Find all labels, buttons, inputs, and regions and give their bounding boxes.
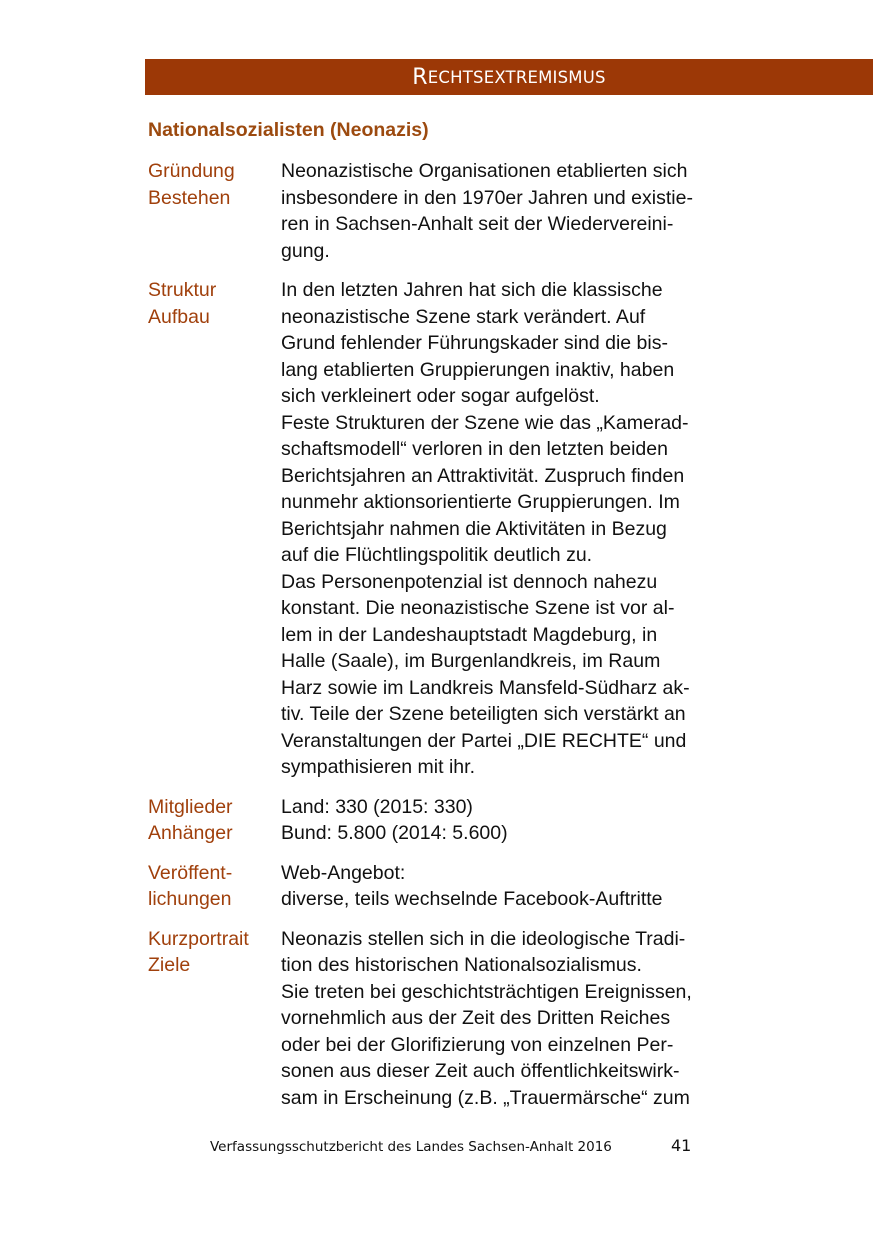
info-row <box>148 926 788 1112</box>
row-content <box>281 794 788 847</box>
info-row <box>148 794 788 847</box>
row-content-line: Berichtsjahren an Attraktivität. Zuspruch finden <box>281 464 685 487</box>
row-content-line: auf die Flüchtlingspolitik deutlich zu. <box>281 544 593 566</box>
page-number: 41 <box>671 1136 692 1155</box>
row-content-line: Grund fehlender Führungskader sind die bis- <box>281 332 668 354</box>
row-label-line: Aufbau <box>148 305 210 328</box>
row-label-line: Kurzportrait <box>148 927 249 950</box>
row-content-line: Berichtsjahr nahmen die Aktivitäten in Bezug <box>281 517 667 540</box>
row-label-line: Veröffent- <box>148 861 233 884</box>
row-content-line: konstant. Die neonazistische Szene ist vor al- <box>281 597 675 619</box>
row-content-line: nunmehr aktionsorientierte Gruppierungen. Im <box>281 491 680 513</box>
row-content-line: Sie treten bei geschichtsträchtigen Ereignissen, <box>281 980 692 1003</box>
row-content-line: schaftsmodell“ verloren in den letzten beiden <box>281 438 668 460</box>
section-title: Nationalsozialisten (Neonazis) <box>148 119 429 141</box>
row-content-line: Land: 330 (2015: 330) <box>281 795 473 818</box>
row-content-line: oder bei der Glorifizierung von einzelnen Per- <box>281 1033 674 1056</box>
info-row <box>148 158 788 264</box>
row-content-line: sich verkleinert oder sogar aufgelöst. <box>281 385 600 407</box>
row-content <box>281 860 788 913</box>
row-content-line: sympathisieren mit ihr. <box>281 756 475 778</box>
row-content <box>281 277 788 781</box>
row-content-line: sam in Erscheinung (z.B. „Trauermärsche“ zum <box>281 1086 690 1109</box>
row-content-line: In den letzten Jahren hat sich die klassische <box>281 279 663 301</box>
row-content-line: Harz sowie im Landkreis Mansfeld-Südharz ak- <box>281 676 690 699</box>
row-content-line: Halle (Saale), im Burgenlandkreis, im Raum <box>281 650 661 672</box>
info-table <box>148 158 788 1124</box>
row-label-line: Bestehen <box>148 186 231 209</box>
info-row <box>148 277 788 781</box>
row-content-line: sonen aus dieser Zeit auch öffentlichkeitswirk- <box>281 1060 680 1082</box>
row-content-line: ren in Sachsen-Anhalt seit der Wiedervereini- <box>281 213 674 235</box>
chapter-banner <box>145 59 873 95</box>
row-content-line: lem in der Landeshauptstadt Magdeburg, in <box>281 623 658 646</box>
row-label-line: Anhänger <box>148 822 233 844</box>
row-content-line: lang etablierten Gruppierungen inaktiv, haben <box>281 358 675 381</box>
row-label-line: lichungen <box>148 888 232 910</box>
banner-initial: R <box>412 64 428 90</box>
row-content <box>281 158 788 264</box>
row-content-line: diverse, teils wechselnde Facebook-Auftritte <box>281 888 663 910</box>
row-content-line: Feste Strukturen der Szene wie das „Kamerad- <box>281 411 689 434</box>
row-label <box>148 158 281 264</box>
row-content-line: neonazistische Szene stark verändert. Auf <box>281 305 646 328</box>
row-label <box>148 794 281 847</box>
row-label-line: Mitglieder <box>148 795 233 818</box>
row-content-line: Bund: 5.800 (2014: 5.600) <box>281 822 508 844</box>
row-content-line: Das Personenpotenzial ist dennoch nahezu <box>281 570 658 593</box>
row-content-line: Veranstaltungen der Partei „DIE RECHTE“ und <box>281 729 687 752</box>
row-content-line: Neonazis stellen sich in die ideologische Tradi- <box>281 927 686 950</box>
info-row <box>148 860 788 913</box>
row-content-line: gung. <box>281 239 330 262</box>
row-label <box>148 926 281 1112</box>
row-label <box>148 860 281 913</box>
footer-text: Verfassungsschutzbericht des Landes Sachsen-Anhalt 2016 <box>210 1139 612 1155</box>
row-content-line: Web-Angebot: <box>281 861 406 884</box>
row-label-line: Ziele <box>148 954 191 976</box>
row-content-line: tion des historischen Nationalsozialismus. <box>281 954 642 976</box>
banner-rest: ECHTSEXTREMISMUS <box>427 67 606 87</box>
row-content-line: tiv. Teile der Szene beteiligten sich verstärkt an <box>281 703 686 725</box>
row-label <box>148 277 281 781</box>
row-content-line: insbesondere in den 1970er Jahren und existie- <box>281 186 693 209</box>
row-content <box>281 926 788 1112</box>
row-content-line: vornehmlich aus der Zeit des Dritten Reiches <box>281 1007 671 1029</box>
row-label-line: Gründung <box>148 160 235 182</box>
row-content-line: Neonazistische Organisationen etablierten sich <box>281 160 688 182</box>
row-label-line: Struktur <box>148 279 217 301</box>
